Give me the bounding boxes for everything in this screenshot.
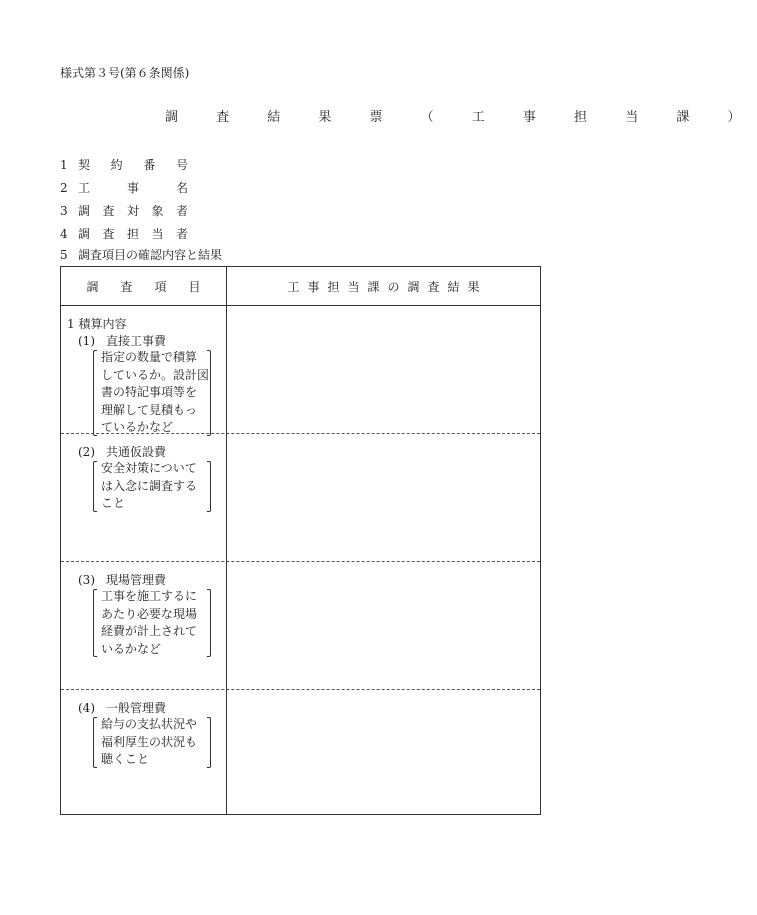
column-divider: [226, 267, 227, 814]
item-note-general-admin-cost: [93, 716, 211, 769]
item-note-direct-cost: [93, 349, 211, 437]
info-item-label: 工 事 名: [78, 181, 188, 195]
note-line: 経費が計上されて: [101, 624, 198, 638]
info-item-contract-number: [60, 158, 188, 172]
item-title-general-admin-cost: [78, 701, 166, 715]
page-title: 調 査 結 果 票 （ 工 事 担 当 課 ）: [165, 110, 757, 125]
item-note-common-temporary-cost: [93, 460, 211, 513]
item-title-site-management-cost: [78, 573, 166, 587]
header-divider: [61, 305, 540, 306]
info-item-survey-person: [60, 227, 188, 241]
item-num: (3): [78, 573, 95, 587]
item-num: (1): [78, 334, 95, 348]
note-line: 聴くこと: [101, 752, 150, 766]
note-line: 指定の数量で積算: [101, 350, 198, 364]
section-title: 1 積算内容: [67, 317, 127, 331]
note-line: 安全対策について: [101, 461, 197, 475]
note-line: 福利厚生の状況も: [101, 734, 198, 749]
note-line: 書の特記事項等を: [101, 385, 198, 399]
note-line: あたり必要な現場: [101, 606, 198, 621]
header-survey-results: 工事担当課の調査結果: [287, 279, 488, 294]
note-line: しているか。設計図: [101, 367, 210, 382]
info-item-label: 契 約 番 号: [78, 158, 188, 172]
row-divider: [61, 689, 540, 690]
info-item-num: 2: [60, 181, 68, 195]
info-item-num: 1: [60, 158, 68, 172]
info-item-label: 調 査 対 象 者: [78, 204, 188, 218]
info-item-construction-name: [60, 181, 188, 195]
note-line: こと: [101, 496, 126, 510]
item-title: 現場管理費: [106, 573, 167, 587]
note-line: は入念に調査する: [101, 478, 198, 493]
info-item-num: 4: [60, 227, 68, 241]
note-line: ているかなど: [101, 420, 174, 434]
item-title: 直接工事費: [106, 334, 167, 348]
note-line: 工事を施工するに: [101, 589, 198, 603]
item-title: 共通仮設費: [106, 445, 167, 459]
note-line: いるかなど: [101, 641, 162, 656]
item-num: (4): [78, 701, 95, 715]
info-item-label: 調査項目の確認内容と結果: [78, 248, 223, 262]
item-note-site-management-cost: [93, 588, 211, 658]
info-item-label: 調 査 担 当 者: [78, 227, 188, 241]
item-title: 一般管理費: [106, 701, 167, 715]
row-divider: [61, 433, 540, 434]
header-survey-items: 調査項目: [86, 279, 223, 294]
item-num: (2): [78, 445, 95, 459]
item-title-common-temporary-cost: [78, 445, 166, 459]
info-item-num: 3: [60, 204, 68, 218]
form-number: 様式第３号(第６条関係): [60, 66, 190, 80]
note-line: 給与の支払状況や: [101, 717, 198, 731]
info-item-survey-target: [60, 204, 188, 218]
info-item-survey-items: [60, 248, 222, 262]
survey-result-table: [60, 266, 541, 815]
item-title-direct-cost: [78, 334, 166, 348]
note-line: 理解して見積もっ: [101, 402, 198, 417]
info-item-num: 5: [60, 248, 68, 262]
row-divider: [61, 561, 540, 562]
